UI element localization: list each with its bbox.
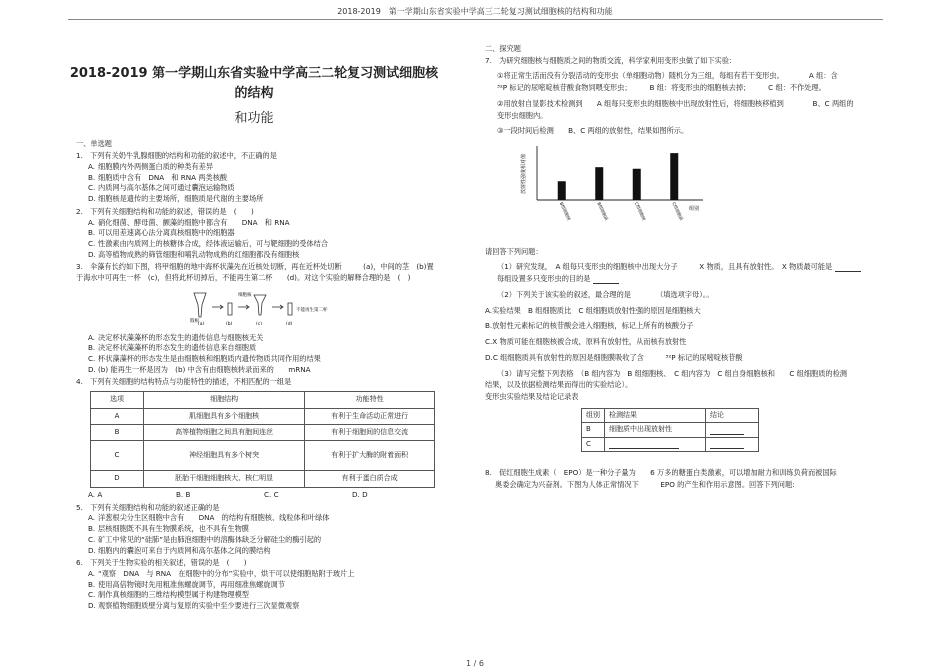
- option-key: A.: [88, 513, 96, 523]
- option-key: C.: [88, 354, 96, 363]
- table-row: [91, 408, 435, 424]
- table-cell: D: [91, 471, 144, 487]
- table-header: 功能特性: [305, 392, 435, 408]
- table-cell: B: [582, 423, 605, 437]
- q7-opt-C: C.X 物质可能在细胞核被合成，原料有放射性，从而核有放射性: [485, 337, 687, 347]
- option: [88, 601, 440, 611]
- sub-1-text-cont: 每组设置多只变形虫的目的是: [497, 274, 591, 284]
- table-cell: C: [91, 441, 144, 471]
- question-stem: 5. 下列有关细胞结构和功能的叙述正确的是: [76, 502, 220, 512]
- option: [88, 333, 440, 343]
- option: [88, 546, 440, 556]
- option: [88, 569, 440, 579]
- question-stem: 4. 下列有关细胞的结构特点与功能特性的描述，不相匹配的一组是: [76, 377, 292, 387]
- question-6: [68, 558, 440, 611]
- option: [88, 365, 440, 375]
- bar: [595, 167, 603, 200]
- answer-blank[interactable]: [835, 264, 861, 272]
- question-2: [68, 207, 440, 260]
- radioactivity-bar-chart: [513, 142, 713, 234]
- q7-step-3: ③一段时间后检测 B、C 两组的放射性，结果如图所示。: [497, 126, 689, 136]
- option-key: D.: [88, 364, 96, 374]
- option: [88, 524, 440, 534]
- question-7-stem: 7. 为研究细胞核与细胞质之间的物质交流，科学家利用变形虫做了如下实验：: [485, 55, 737, 65]
- option: [88, 239, 440, 249]
- option: [88, 228, 440, 238]
- y-axis-label: 放射性强度相对值: [521, 154, 527, 195]
- x-tick-label: B组细胞质: [596, 201, 610, 222]
- option: A. A: [88, 489, 103, 499]
- table-cell: 有利于生命活动正常进行: [305, 408, 435, 424]
- right-column: [485, 40, 885, 489]
- q7-step-1: ①将正常生活而没有分裂活动的变形虫（单细胞动物）随机分为三组，每组有若干变形虫。 A 组：含: [497, 71, 838, 81]
- question-8-line-1: 8. 促红细胞生成素（ EPO）是一种分子量为 6 万多的糖蛋白类激素，可以增加耐力和训练负荷而被国际: [485, 467, 837, 477]
- q7-sub-3-cont: 结果，以及依据检测结果而得出的实验结论）。: [485, 380, 633, 390]
- option: [88, 194, 440, 204]
- x-tick-label: C组细胞核: [633, 201, 647, 222]
- record-table: [581, 408, 759, 452]
- option: [88, 250, 440, 260]
- fig-label-b: (b): [226, 321, 233, 325]
- option-text: 可以用差速离心法分离真核细胞中的细胞器: [98, 228, 235, 238]
- bar: [670, 153, 678, 200]
- section-heading: 二、探究题: [485, 44, 521, 53]
- question-8-line-2: 奥委会确定为兴奋剂。下图为人体正常情况下 EPO 的产生和作用示意图。回答下列问题:: [495, 479, 795, 489]
- option-text: 洋葱根尖分生区细胞中含有 DNA 的结构有细胞核、线粒体和叶绿体: [98, 513, 330, 523]
- option-text: 观察植物细胞质壁分离与复原的实验中至少要进行三次显微观察: [98, 601, 300, 611]
- option-key: D.: [88, 249, 96, 259]
- option-text: 高等植物成熟的筛管细胞和哺乳动物成熟的红细胞都没有细胞核: [98, 249, 300, 259]
- option-text: 制作真核细胞的三维结构模型属于构建物理模型: [98, 590, 249, 600]
- option-text: 内质网与高尔基体之间可通过囊泡运输物质: [98, 183, 235, 193]
- option-key: B.: [88, 579, 96, 589]
- option: [88, 218, 440, 228]
- option: [88, 162, 440, 172]
- table-cell: 神经细胞具有多个树突: [144, 441, 305, 471]
- option: C. C: [264, 489, 279, 499]
- question-stem: 6. 下列关于生物实验的相关叙述，错误的是 ( ): [76, 558, 247, 568]
- record-table-caption: 变形虫实验结果及结论记录表: [485, 391, 579, 401]
- option: [88, 513, 440, 523]
- table-header-row: [91, 392, 435, 408]
- option-key: C.: [88, 183, 96, 193]
- option-text: 杯状藻藻杯的形态发生是由细胞核和细胞质内遗传物质共同作用的结果: [98, 354, 321, 363]
- question-1: [68, 151, 440, 204]
- option-key: D.: [88, 194, 96, 204]
- q7-ask: 请回答下列问题：: [485, 246, 543, 256]
- page-number: 1 / 6: [466, 659, 484, 668]
- table-cell: A: [91, 408, 144, 424]
- option-key: B.: [88, 228, 96, 238]
- q7-sub-2: （2）下列关于该实验的叙述，最合理的是 （填选项字母）。。: [497, 289, 714, 299]
- acetabularia-figure: [190, 289, 330, 325]
- option-text: 细胞膜内外两侧蛋白质的种类有差异: [98, 161, 214, 171]
- option-text: (b) 能再生一杯是因为 (b) 中含有由细胞核转录而来的 mRNA: [98, 364, 311, 374]
- bar: [558, 181, 566, 200]
- fig-label-a: (a): [198, 321, 205, 325]
- title-line-2: 和功能: [234, 111, 274, 126]
- left-column: [68, 62, 440, 611]
- option: D. D: [352, 489, 368, 499]
- x-tick-label: C组细胞质: [671, 201, 685, 222]
- running-header: 2018-2019 第一学期山东省实验中学高三二轮复习测试细胞核的结构和功能: [337, 7, 613, 16]
- question-stem: 2. 下列有关细胞结构和功能的叙述，错误的是 ( ): [76, 206, 254, 216]
- q7-sub-1-cont: [497, 274, 885, 284]
- option-key: A.: [88, 217, 96, 227]
- table-cell: 有利于扩大酶的附着面积: [305, 441, 435, 471]
- option-key: B.: [88, 172, 96, 182]
- table-cell: C: [582, 437, 605, 451]
- option-text: 层核细胞既不具有生物膜系统，也不具有生物膜: [98, 524, 249, 534]
- table-row: [91, 441, 435, 471]
- answer-options-row: [88, 490, 440, 500]
- question-stem: 1. 下列有关奶牛乳腺细胞的结构和功能的叙述中，不正确的是: [76, 151, 277, 161]
- sub-1-text: （1）研究发现， A 组每只变形虫的细胞核中出现大分子 X 物质，且具有放射性。 X 物质最可能是: [497, 262, 833, 272]
- table-header: 选项: [91, 392, 144, 408]
- q7-step-1-cont: ³²P 标记的尿嘧啶核苷酸食物饲喂变形虫； B 组：将变形虫的细胞核去掉； C 组：不作处理。: [497, 83, 826, 93]
- question-stem: 3. 伞藻有长约如下图，将甲细胞的地中海杯状藻先在近核处切断，再在近杯处切断 (a)，中间的茎 (b)置: [76, 262, 434, 272]
- x-tick-label: B组细胞核: [558, 201, 572, 222]
- answer-blank[interactable]: [593, 276, 619, 284]
- fig-label-no-regrow: 不能再生第二杯: [296, 307, 328, 313]
- question-stem-cont: 于海水中可再生一杯 (c)，但将此杯切掉后，不能再生第二杯 (d)。对这个实验的解释合理的是 ( ): [76, 273, 411, 283]
- table-cell: 有利于蛋白质合成: [305, 471, 435, 487]
- option-key: B.: [88, 343, 96, 353]
- table-cell: B: [91, 425, 144, 441]
- option-text: 细胞内的囊泡可来自于内质网和高尔基体之间的膜结构: [98, 545, 271, 555]
- option: [88, 173, 440, 183]
- fig-label-d: (d): [286, 321, 293, 325]
- record-header-row: [582, 408, 759, 422]
- answer-cell[interactable]: [605, 437, 706, 451]
- option-key: C.: [88, 534, 96, 544]
- table-row: [582, 437, 759, 451]
- option-key: B.: [88, 524, 96, 534]
- option: [88, 535, 440, 545]
- table-row: [91, 425, 435, 441]
- fig-label-rhizoid: 假根: [190, 318, 199, 324]
- table-cell: 有利于细胞间的信息交流: [305, 425, 435, 441]
- answer-cell[interactable]: [706, 423, 759, 437]
- question-3: [68, 262, 440, 374]
- q7-opt-D: D.C 组细胞质具有放射性的原因是细胞膜吸收了含 ³²P 标记的尿嘧啶核苷酸: [485, 352, 743, 362]
- option-text: 决定杯状藻藻杯的形态发生的遗传信息与细胞核无关: [98, 332, 264, 342]
- question-4: [68, 377, 440, 499]
- table-cell: 肌细胞具有多个细胞核: [144, 408, 305, 424]
- q7-step-2: ②用放射自显影技术检测到 A 组每只变形虫的细胞核中出现放射性后，将细胞核移植到 B、C 两组的: [497, 98, 854, 108]
- q7-opt-B: B.放射性元素标记的核苷酸会进入细胞核，标记上所有的核酸分子: [485, 321, 694, 331]
- q7-sub-1: [497, 262, 885, 272]
- page-title: [68, 64, 440, 129]
- option-text: 硝化细菌、酵母菌、颤藻的细胞中都含有 DNA 和 RNA: [98, 217, 290, 227]
- q7-step-2-cont: 变形虫细胞内。: [497, 110, 548, 120]
- option-key: D.: [88, 545, 96, 555]
- option-text: 使用高倍物镜时先用粗准焦螺旋调节，再用细准焦螺旋调节: [98, 579, 285, 589]
- bar: [633, 169, 641, 200]
- table-row: [91, 471, 435, 487]
- table-cell: 胚胎干细胞细胞核大、核仁明显: [144, 471, 305, 487]
- option-text: 性激素由内质网上的核糖体合成，经体液运输后，可与靶细胞的受体结合: [98, 238, 329, 248]
- table-header: 细胞结构: [144, 392, 305, 408]
- option-text: “观察 DNA 与 RNA 在细胞中的分布”实验中，烘干可以使细胞贴附于玻片上: [98, 568, 355, 578]
- question-5: [68, 503, 440, 556]
- option-key: D.: [88, 601, 96, 611]
- table-cell: 高等植物细胞之间具有胞间连丝: [144, 425, 305, 441]
- option-key: A.: [88, 568, 96, 578]
- option-text: 细胞核是遗传的主要场所，细胞质是代谢的主要场所: [98, 194, 264, 204]
- fig-label-nucleus: 细胞核: [238, 292, 252, 298]
- option: [88, 183, 440, 193]
- option-text: 决定杯状藻藻杯的形态发生的遗传信息来自细胞质: [98, 343, 257, 353]
- structure-function-table: [90, 391, 435, 488]
- option-key: C.: [88, 590, 96, 600]
- x-axis-label: 组别: [689, 206, 700, 213]
- record-header: 组别: [582, 408, 605, 422]
- option: [88, 590, 440, 600]
- option: [88, 580, 440, 590]
- record-header: 结论: [706, 408, 759, 422]
- option: B. B: [176, 489, 191, 499]
- fig-label-c: (c): [256, 321, 262, 325]
- header-divider: [68, 19, 883, 20]
- table-cell: 细胞质中出现放射性: [605, 423, 706, 437]
- answer-cell[interactable]: [706, 437, 759, 451]
- q7-sub-3: （3）请写完整下列表格 （B 组内容为 B 组细胞核、 C 组内容为 C 组自身细胞核和 C 组细胞质的检测: [497, 368, 847, 378]
- option: [88, 343, 440, 353]
- title-line-1: 2018-2019 第一学期山东省实验中学高三二轮复习测试细胞核的结构: [69, 66, 439, 101]
- option-key: C.: [88, 238, 96, 248]
- option-key: A.: [88, 332, 96, 342]
- section-heading: 一、单选题: [76, 138, 112, 148]
- q7-opt-A: A.实验结果 B 组细胞质比 C 组细胞质放射性强的原因是细胞核大: [485, 305, 701, 315]
- option: [88, 354, 440, 364]
- table-row: [582, 423, 759, 437]
- option-text: 细胞质中含有 DNA 和 RNA 两类核酸: [98, 172, 228, 182]
- option-key: A.: [88, 161, 96, 171]
- option-text: 矿工中常见的“硅肺”是由肺泡细胞中的溶酶体缺乏分解硅尘的酶引起的: [98, 534, 322, 544]
- record-header: 检测结果: [605, 408, 706, 422]
